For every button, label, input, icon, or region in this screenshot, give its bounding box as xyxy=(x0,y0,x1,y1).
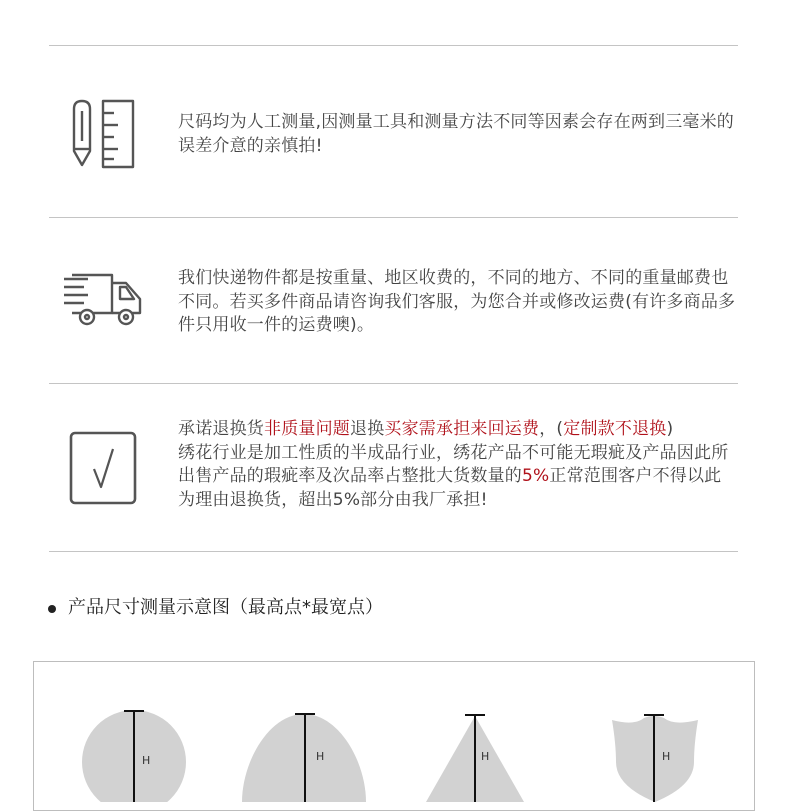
notice-shipping-body: 我们快递物件都是按重量、地区收费的，不同的地方、不同的重量邮费也不同。若买多件商品请咨询我们客服，为您合并或修改运费(有许多商品多件只用收一件的运费噢)。 xyxy=(178,268,736,335)
exchange-text: 退换 xyxy=(350,419,385,439)
divider-2 xyxy=(49,383,738,384)
delivery-truck-icon xyxy=(62,273,144,327)
punctuation-open: ，( xyxy=(539,419,564,439)
shape-egg xyxy=(242,714,366,802)
defect-range-text: 正常范围客户不得以此为理由退换货，超出5%部分由我厂承担! xyxy=(178,466,722,510)
section-title: 产品尺寸测量示意图（最高点*最宽点） xyxy=(68,597,383,618)
shape-triangle-label: H xyxy=(481,750,490,763)
divider-3 xyxy=(49,551,738,552)
shape-egg-label: H xyxy=(316,750,325,763)
notice-shipping-text xyxy=(178,267,738,338)
divider-top xyxy=(49,45,738,46)
return-policy-text: 承诺退换货 xyxy=(178,419,264,439)
shape-circle-label: H xyxy=(142,754,151,767)
divider-1 xyxy=(49,217,738,218)
embroidery-defect-text: 绣花行业是加工性质的半成品行业，绣花产品不可能无瑕疵及产品因此所出售产品的瑕疵率及次品率占整批大货数量的 xyxy=(178,442,729,486)
notice-measurement-body: 尺码均为人工测量,因测量工具和测量方法不同等因素会存在两到三毫米的误差介意的亲慎拍! xyxy=(178,112,735,156)
shape-triangle xyxy=(426,715,524,802)
bullet-dot-icon xyxy=(48,605,56,613)
measurement-diagram xyxy=(33,661,755,811)
shape-shield xyxy=(612,715,698,802)
buyer-pays-shipping-text: 买家需承担来回运费 xyxy=(384,419,540,439)
notice-return-line1 xyxy=(178,418,738,442)
shape-shield-label: H xyxy=(662,750,671,763)
defect-rate-percent: 5% xyxy=(522,466,550,486)
pencil-ruler-icon xyxy=(70,99,136,169)
notice-return-text xyxy=(178,418,738,512)
shape-circle xyxy=(82,710,186,802)
punctuation-close: ) xyxy=(666,419,674,439)
notice-measurement-text xyxy=(178,111,738,158)
non-quality-issue-text: 非质量问题 xyxy=(264,419,350,439)
notice-return-line2 xyxy=(178,442,738,513)
custom-no-return-text: 定制款不退换 xyxy=(563,419,667,439)
checkmark-box-icon xyxy=(69,431,137,505)
